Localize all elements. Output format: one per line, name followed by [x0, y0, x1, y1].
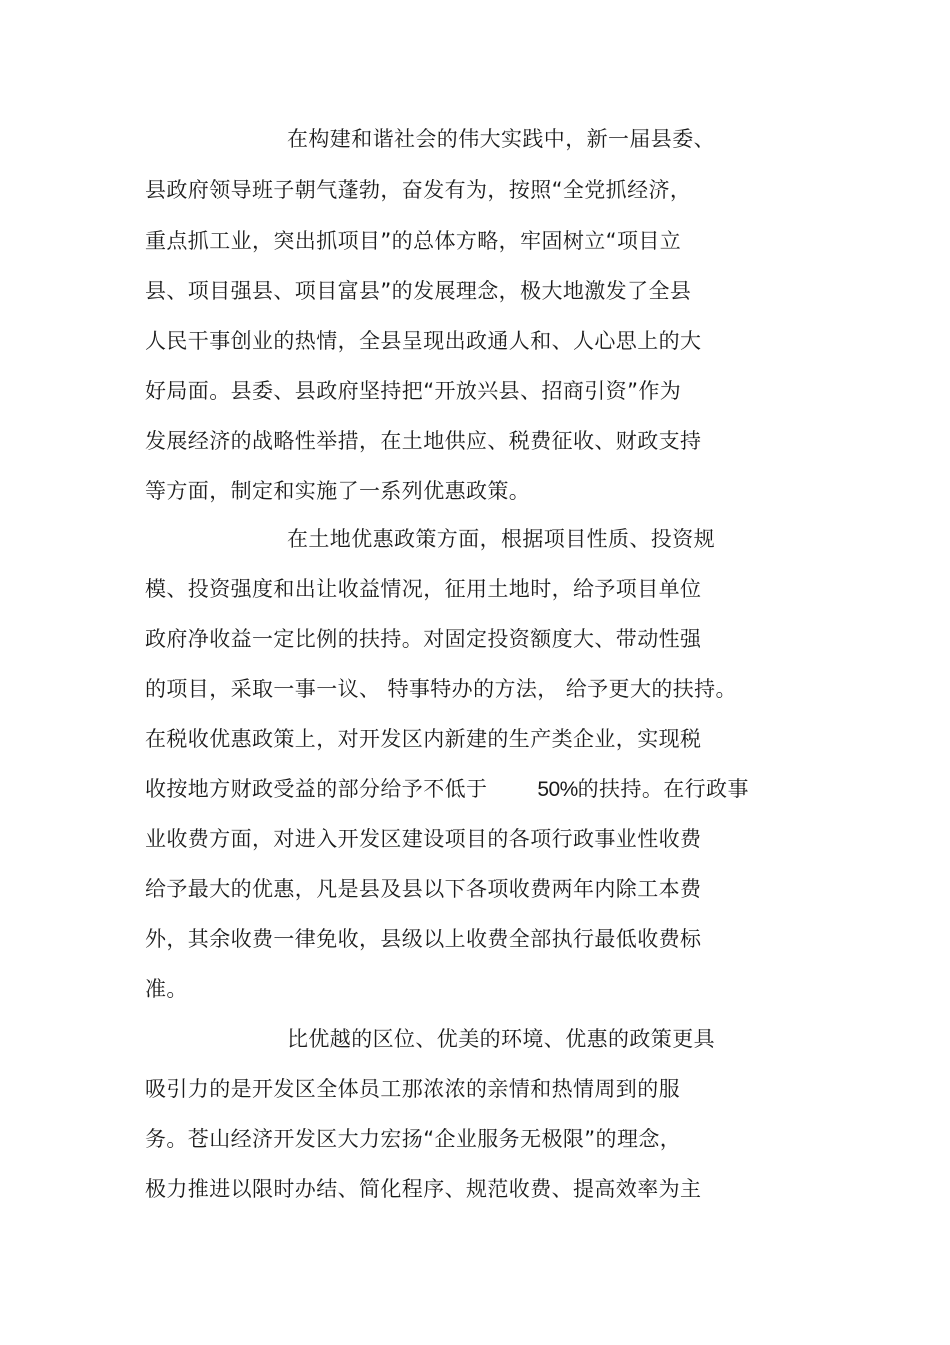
text-line: 业收费方面，对进入开发区建设项目的各项行政事业性收费 [145, 827, 702, 851]
text-line: 模、投资强度和出让收益情况，征用土地时，给予项目单位 [145, 577, 702, 601]
text-line-with-number [145, 774, 749, 805]
text-line: 在税收优惠政策上，对开发区内新建的生产类企业，实现税 [145, 727, 702, 751]
text-line: 县政府领导班子朝气蓬勃，奋发有为，按照“全党抓经济， [145, 178, 692, 202]
text-line: 务。苍山经济开发区大力宏扬“企业服务无极限”的理念， [145, 1127, 682, 1151]
text-line: 好局面。县委、县政府坚持把“开放兴县、招商引资”作为 [145, 379, 682, 403]
text-line: 县、项目强县、项目富县”的发展理念，极大地激发了全县 [145, 279, 692, 303]
text-line: 发展经济的战略性举措，在土地供应、税费征收、财政支持 [145, 429, 702, 453]
text-line: 吸引力的是开发区全体员工那浓浓的亲情和热情周到的服 [145, 1077, 680, 1101]
text-line: 在构建和谐社会的伟大实践中，新一届县委、 [287, 127, 715, 151]
text-line: 重点抓工业，突出抓项目”的总体方略，牢固树立“项目立 [145, 229, 682, 253]
text-line: 的项目，采取一事一议、 特事特办的方法， 给予更大的扶持。 [145, 677, 737, 701]
text-line: 比优越的区位、优美的环境、优惠的政策更具 [287, 1027, 715, 1051]
text-line: 在土地优惠政策方面，根据项目性质、投资规 [287, 527, 715, 551]
text-line: 等方面，制定和实施了一系列优惠政策。 [145, 479, 531, 503]
text-line: 极力推进以限时办结、简化程序、规范收费、提高效率为主 [145, 1177, 702, 1201]
text-line: 人民干事创业的热情，全县呈现出政通人和、人心思上的大 [145, 329, 702, 353]
text-line: 外，其余收费一律免收，县级以上收费全部执行最低收费标 [145, 927, 702, 951]
text-line: 给予最大的优惠，凡是县及县以下各项收费两年内除工本费 [145, 877, 702, 901]
text-line: 政府净收益一定比例的扶持。对固定投资额度大、带动性强 [145, 627, 702, 651]
percentage-value: 50% [537, 778, 578, 801]
text-segment: 收按地方财政受益的部分给予不低于 [145, 777, 488, 801]
text-line: 准。 [145, 977, 188, 1001]
text-segment: 的扶持。在行政事 [577, 777, 749, 801]
